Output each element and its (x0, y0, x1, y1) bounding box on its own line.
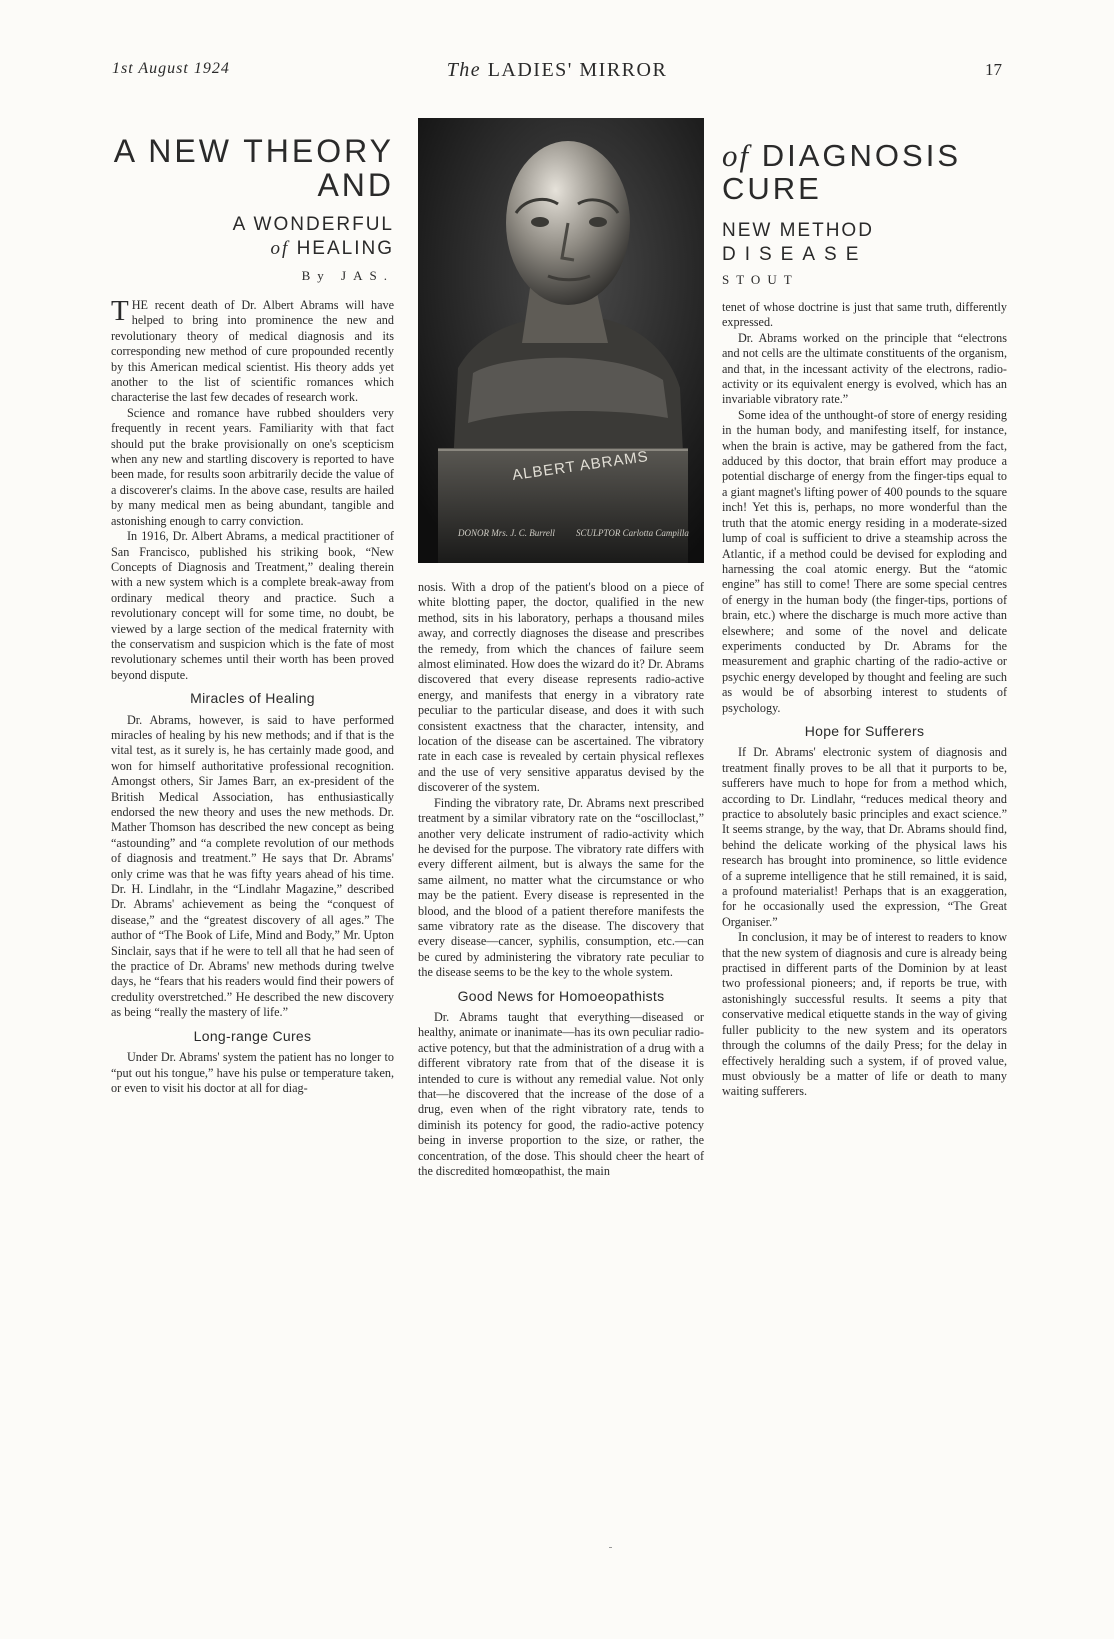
headline-right-line1: DIAGNOSIS (761, 138, 962, 173)
section-heading-long-range: Long-range Cures (193, 1027, 312, 1044)
paragraph: nosis. With a drop of the patient's blood on a piece of white blotting paper, the doctor, qualified in the new method, sits in his laboratory, perhaps a thousand miles away, and correctly diagnoses the disease and prescribes the remedy, from which the chances of failure seem almost eliminated. How does the wizard do it? Dr. Abrams discovered that every disease represents radio-active energy, and manifests that energy in a vibratory rate peculiar to the particular disease, and does it with such consistent exactness that the character, intensity, and location of the disease can be ascertained. The vibratory rate in each case is revealed by certain physical reflexes and the use of very sensitive apparatus devised by the discoverer of the system. (418, 580, 705, 795)
paragraph: Dr. Abrams taught that everything—diseased or healthy, animate or inanimate—has its own peculiar radio-active potency, but that the administration of a drug with a different vibratory rate from that of the disease it is intended to cure is without any remedial value. Not only that—he discovered that the increase of the dose of a drug, even when of the right vibratory rate, tends to diminish its potency for good, the radio-active potency being in inverse proportion to the size, or rather, the concentration, of the dose. This should cheer the heart of the discredited homœopathist, the main (418, 1009, 704, 1179)
byline-left: By JAS. (301, 268, 394, 283)
issue-date: 1st August 1924 (112, 60, 230, 77)
subheadline-right-line2: DISEASE (722, 244, 868, 266)
headline-right-line2: CURE (722, 170, 822, 206)
column-1 (111, 295, 394, 1096)
photo-caption-left: DONOR Mrs. J. C. Burrell (458, 528, 555, 538)
headline-right (722, 140, 1022, 205)
drop-cap: T (111, 295, 129, 327)
headline-left-line2: AND (317, 166, 394, 203)
subheadline-right-line1: NEW METHOD (722, 220, 874, 241)
bust-photo (418, 118, 704, 563)
headline-right-of: of (722, 138, 751, 173)
paragraph: tenet of whose doctrine is just that same truth, differently expressed. (722, 300, 1007, 330)
subheadline-right (722, 219, 1022, 268)
page-mark (609, 1547, 612, 1548)
paragraph: Dr. Abrams, however, is said to have performed miracles of healing by his new methods; and if that is the vital test, as it surely is, he has certainly made good, and won for himself authoritative professional recognition. Amongst others, Sir James Barr, an ex-president of the British Medical Association, has enthusiastically endorsed the new theory and uses the new methods. Dr. Mather Thomson has described the new concept as being “astounding” and “a complete revolution of our methods of diagnosis and treatment.” He says that Dr. Abrams' only crime was that he was fifty years ahead of his time. Dr. H. Lindlahr, in the “Lindlahr Magazine,” described Dr. Abrams' achievement as being the “conquest of disease,” and the “greatest discovery of all ages.” The author of “The Book of Life, Mind and Body,” Mr. Upton Sinclair, says that if he were to tell all that he had seen of the practice of Dr. Abrams' new methods during twelve days, he “fears that his readers would find their powers of credulity overstretched.” He described the new discovery as being “really the mastery of life.” (111, 712, 394, 1020)
subheadline-left-line2: HEALING (296, 237, 394, 259)
section-heading-good-news: Good News for Homoeopathists (457, 987, 665, 1004)
masthead-the: The (446, 59, 482, 81)
page-number: 17 (985, 60, 1002, 79)
headline-left-line1: A NEW THEORY (113, 133, 394, 169)
subheadline-left-line1: A WONDERFUL (232, 214, 394, 235)
section-heading-hope: Hope for Sufferers (804, 722, 925, 739)
masthead (0, 59, 1114, 82)
column-2 (418, 580, 704, 1179)
byline-right: STOUT (722, 272, 799, 287)
headline-left (104, 135, 394, 202)
paragraph: HE recent death of Dr. Albert Abrams will have helped to bring into prominence the new and revolutionary theory of medical diagnosis and its corresponding new method of cure propounded recently by this American medical scientist. His theory adds yet another to the list of scientific romances which characterise the last few decades of research work. (111, 298, 394, 405)
photo-caption-right: SCULPTOR Carlotta Campilla (576, 528, 689, 538)
plaque-text: ALBERT ABRAMS (511, 447, 650, 484)
paragraph: Under Dr. Abrams' system the patient has no longer to “put out his tongue,” have his pulse or temperature taken, or even to visit his doctor at all for diag- (111, 1050, 394, 1095)
paragraph: Some idea of the unthought-of store of energy residing in the human body, and manifesting itself, for instance, when the brain is active, may be gathered from the fact, adduced by this doctor, that brain effort may produce a potential discharge of energy from the finger-tips equal to a giant magnet's lifting power of 400 pounds to the square inch! Yet this is, perhaps, no more wonderful than the truth that the atomic energy residing in a moderate-sized lump of coal is sufficient to drive a steamship across the Atlantic, if a method could be devised for exploding and harnessing the coal atomic energy. But the “atomic engine” has still to come! There are some special centres of energy in the human body (the finger-tips, portions of brain, etc.) where the discharge is much more active than elsewhere; and some of the novel and delicate experiments conducted by Dr. Abrams for the measurement and graphic charting of the radio-active or psychic energy developed by thought and feeling are such as would be of absorbing interest to students of psychology. (722, 407, 1007, 715)
section-heading-miracles: Miracles of Healing (190, 690, 315, 707)
column-3 (722, 300, 1007, 1100)
masthead-name: LADIES' MIRROR (487, 59, 668, 81)
page-header (0, 60, 1114, 90)
paragraph: Dr. Abrams worked on the principle that “electrons and not cells are the ultimate constituents of the organism, and that, in the incessant activity of the electrons, radio-activity or its equivalent energy is evolved, which has an invariable vibratory rate.” (722, 330, 1007, 407)
bust-illustration (418, 118, 704, 563)
subheadline-left (200, 213, 394, 261)
paragraph: In 1916, Dr. Albert Abrams, a medical practitioner of San Francisco, published his striking book, “New Concepts of Diagnosis and Treatment,” dealing therein with a new system which is a complete break-away from ordinary medical theory and practice. Such a revolutionary concept will for some time, no doubt, be viewed by a large section of the medical fraternity with the conservatism and suspicion which is the fate of most revolutionary schemes until their worth has been proved beyond dispute. (111, 529, 394, 682)
paragraph: If Dr. Abrams' electronic system of diagnosis and treatment finally proves to be all that it purports to be, sufferers have much to hope for from a method which, according to Dr. Lindlahr, “reduces medical theory and practice to absolutely basic principles and exact science.” It seems strange, by the way, that Dr. Abrams should find, behind the delicate working of the physical laws his research has brought into prominence, so little evidence of a supreme intelligence that he still remained, it is said, a profound materialist! Perhaps that is an exaggeration, for he occasionally used the expression, “The Great Organiser.” (722, 745, 1007, 929)
paragraph: Finding the vibratory rate, Dr. Abrams next prescribed treatment by a similar vibratory rate on the “oscilloclast,” another very delicate instrument of radio-activity which he devised for the purpose. The vibratory rate differs with every different ailment, but is always the same for the same ailment, no matter what the circumstance or who may be the patient. Every disease is represented in the blood, and the blood of a patient therefore manifests the same vibratory rate as the disease. The discovery that every disease—cancer, syphilis, consumption, etc.—can be cured by administering the vibratory rate peculiar to the disease seems to be the key to the whole system. (418, 795, 704, 980)
paragraph: Science and romance have rubbed shoulders very frequently in recent years. Familiarity with that fact should put the brake provisionally on one's scepticism when any new and startling discovery is reported to have been made, for results soon arbitrarily decide the value of a discoverer's claims. In the above case, results are hailed by many medical men as being abundant, tangible and astonishing enough to carry conviction. (111, 405, 394, 528)
subheadline-left-of: of (270, 237, 290, 259)
paragraph: In conclusion, it may be of interest to readers to know that the new system of diagnosis and cure is already being practised in different parts of the Dominion by at least two professional pioneers; and, if reports be true, with astonishingly successful results. It seems a pity that conservative medical etiquette stands in the way of giving fuller publicity to the new system and its operators through the columns of the daily Press; for the delay in effectively heralding such a system, if of proved value, must obviously be a matter of life or death to many waiting sufferers. (722, 930, 1007, 1099)
